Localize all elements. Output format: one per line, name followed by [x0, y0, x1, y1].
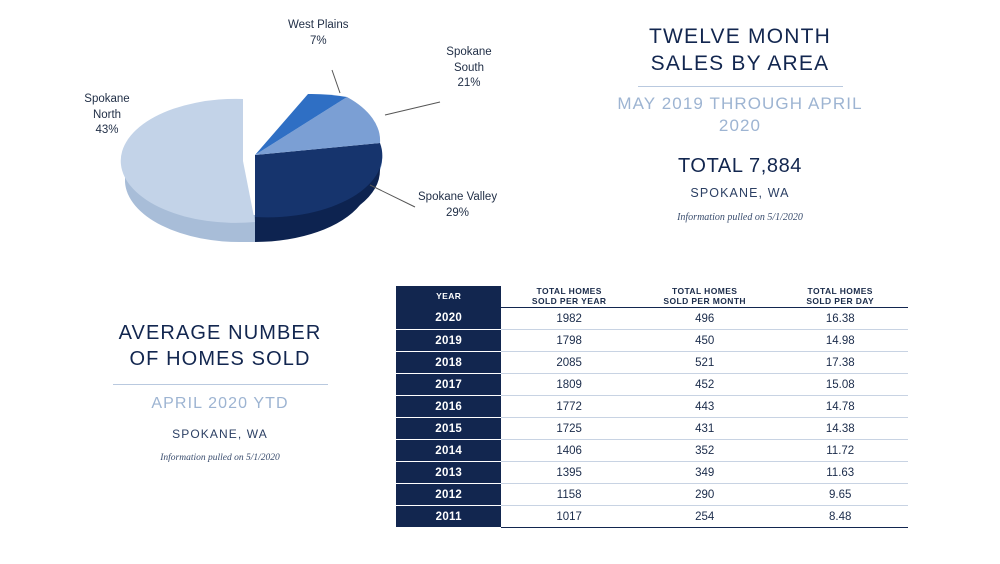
- pie-label-spokane-south-name2: South: [453, 61, 485, 74]
- table-cell-value: 1406: [501, 440, 637, 462]
- table-cell-value: 290: [637, 484, 773, 506]
- table-header-year: YEAR: [396, 286, 501, 308]
- average-title-line2: OF HOMES SOLD: [129, 348, 311, 370]
- table-row: [396, 418, 908, 440]
- table-cell-value: 254: [637, 506, 773, 528]
- pie-label-west-plains-pct: 7%: [309, 34, 327, 47]
- table-cell-value: 1798: [501, 330, 637, 352]
- page-title-line2: SALES BY AREA: [650, 51, 830, 75]
- average-title-line1: AVERAGE NUMBER: [118, 322, 322, 344]
- average-data-pull-note: Information pulled on 5/1/2020: [160, 453, 280, 463]
- average-subtitle: APRIL 2020 YTD: [151, 395, 289, 412]
- page-title-line1: TWELVE MONTH: [648, 25, 831, 48]
- pie-label-spokane-north: [68, 92, 146, 139]
- pie-label-spokane-south: [430, 45, 508, 92]
- table-cell-year: 2020: [396, 308, 501, 330]
- pie-label-spokane-valley-pct: 29%: [446, 206, 470, 219]
- pie-label-west-plains: [288, 18, 349, 49]
- table-row: [396, 308, 908, 330]
- table-row: [396, 352, 908, 374]
- table-row: [396, 396, 908, 418]
- table-cell-value: 1725: [501, 418, 637, 440]
- table-cell-value: 452: [637, 374, 773, 396]
- homes-sold-table-wrap: [396, 286, 908, 528]
- average-divider: [113, 384, 328, 385]
- table-row: [396, 330, 908, 352]
- table-header-per-month-line1: TOTAL HOMES: [672, 285, 738, 296]
- table-cell-year: 2016: [396, 396, 501, 418]
- pie-label-spokane-north-name1: Spokane: [84, 93, 130, 105]
- table-cell-value: 14.38: [772, 418, 908, 440]
- pie-chart: [40, 10, 510, 260]
- table-cell-value: 11.63: [772, 462, 908, 484]
- page-subtitle-line1: MAY 2019 THROUGH APRIL: [617, 93, 863, 113]
- table-cell-year: 2013: [396, 462, 501, 484]
- table-body: [396, 308, 908, 528]
- table-header-per-month-line2: SOLD PER MONTH: [663, 295, 746, 306]
- leader-line-west-plains: [332, 70, 340, 93]
- table-header-per-year-line1: TOTAL HOMES: [536, 285, 602, 296]
- table-header-per-year-line2: SOLD PER YEAR: [531, 295, 607, 306]
- table-cell-value: 2085: [501, 352, 637, 374]
- table-row: [396, 374, 908, 396]
- pie-label-spokane-south-name1: Spokane: [446, 46, 492, 58]
- table-cell-year: 2014: [396, 440, 501, 462]
- data-pull-note: Information pulled on 5/1/2020: [677, 211, 803, 223]
- table-cell-year: 2017: [396, 374, 501, 396]
- table-cell-year: 2018: [396, 352, 501, 374]
- page-title: [520, 24, 960, 78]
- average-homes-block: [55, 320, 385, 463]
- table-cell-year: 2015: [396, 418, 501, 440]
- leader-line-spokane-valley: [370, 185, 415, 207]
- title-divider: [638, 86, 843, 87]
- table-cell-value: 14.98: [772, 330, 908, 352]
- pie-label-spokane-valley: [418, 190, 497, 221]
- table-cell-year: 2019: [396, 330, 501, 352]
- table-header-per-year: [501, 286, 637, 308]
- table-cell-value: 431: [637, 418, 773, 440]
- table-row: [396, 506, 908, 528]
- page-subtitle: [520, 93, 960, 137]
- table-header-per-day-line2: SOLD PER DAY: [806, 295, 875, 306]
- table-cell-value: 349: [637, 462, 773, 484]
- table-header-per-day-line1: TOTAL HOMES: [807, 285, 873, 296]
- homes-sold-table: [396, 286, 908, 528]
- table-cell-value: 14.78: [772, 396, 908, 418]
- pie-label-spokane-north-pct: 43%: [95, 124, 119, 137]
- page-subtitle-line2: 2020: [718, 115, 762, 135]
- table-cell-value: 1017: [501, 506, 637, 528]
- table-row: [396, 462, 908, 484]
- table-cell-value: 1809: [501, 374, 637, 396]
- pie-label-spokane-valley-name: Spokane Valley: [418, 191, 498, 203]
- table-row: [396, 440, 908, 462]
- table-row: [396, 484, 908, 506]
- table-cell-value: 443: [637, 396, 773, 418]
- leader-line-spokane-south: [385, 102, 440, 115]
- table-header-row: [396, 286, 908, 308]
- table-header-per-day: [772, 286, 908, 308]
- total-sales-value: TOTAL 7,884: [677, 154, 803, 177]
- table-cell-value: 15.08: [772, 374, 908, 396]
- average-location-label: SPOKANE, WA: [172, 427, 268, 441]
- table-cell-value: 1772: [501, 396, 637, 418]
- table-cell-value: 1158: [501, 484, 637, 506]
- table-cell-value: 9.65: [772, 484, 908, 506]
- table-cell-value: 450: [637, 330, 773, 352]
- table-cell-value: 11.72: [772, 440, 908, 462]
- twelve-month-title-block: [520, 24, 960, 223]
- average-title: [55, 320, 385, 372]
- table-cell-value: 17.38: [772, 352, 908, 374]
- table-header-per-month: [637, 286, 773, 308]
- pie-label-spokane-north-name2: North: [92, 108, 122, 121]
- table-cell-value: 496: [637, 308, 773, 330]
- table-cell-value: 1982: [501, 308, 637, 330]
- table-cell-value: 8.48: [772, 506, 908, 528]
- pie-label-west-plains-name: West Plains: [288, 19, 349, 31]
- table-cell-value: 521: [637, 352, 773, 374]
- table-cell-year: 2011: [396, 506, 501, 528]
- table-cell-value: 16.38: [772, 308, 908, 330]
- table-cell-value: 1395: [501, 462, 637, 484]
- pie-slice-spokane-valley: [255, 143, 382, 217]
- location-label: SPOKANE, WA: [690, 185, 790, 200]
- pie-label-spokane-south-pct: 21%: [457, 77, 481, 90]
- table-cell-year: 2012: [396, 484, 501, 506]
- table-cell-value: 352: [637, 440, 773, 462]
